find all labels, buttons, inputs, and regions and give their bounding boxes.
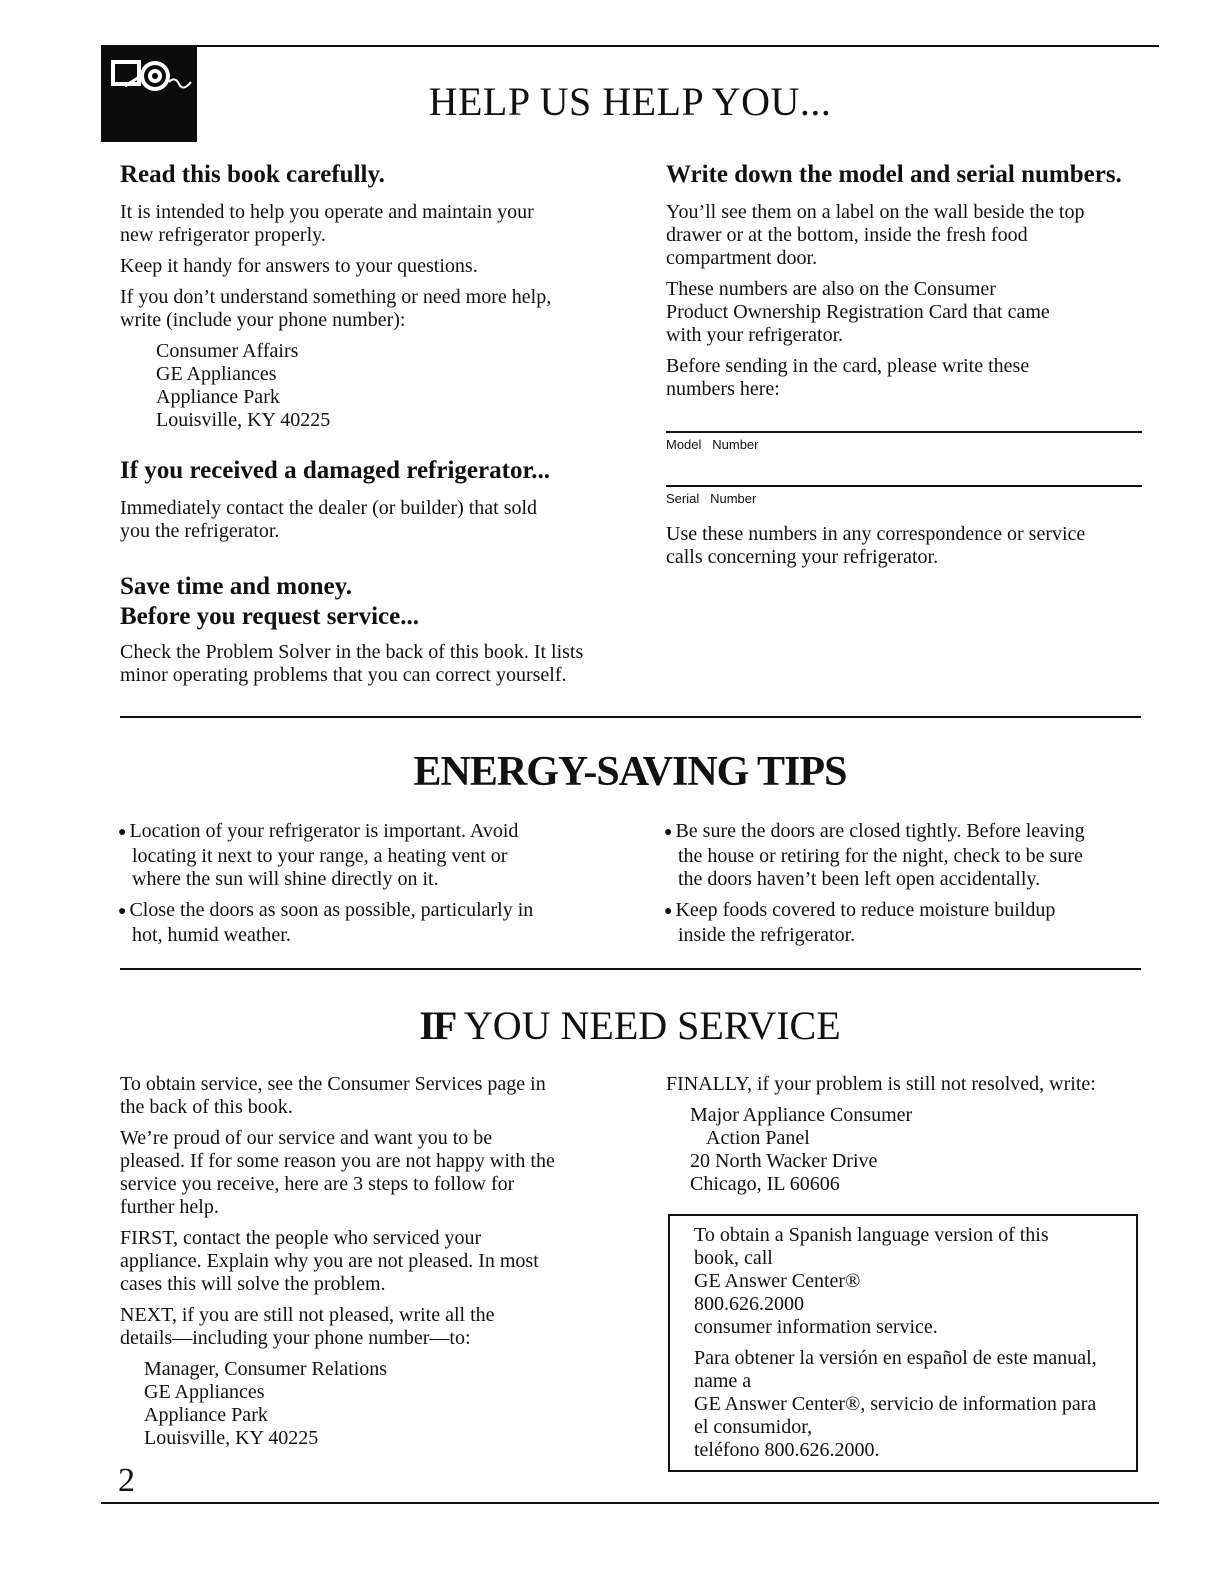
model-serial-p3: Before sending in the card, please write these xyxy=(666,355,1030,377)
energy-tip: ● Be sure the doors are closed tightly. Before leaving the house or retiring for the night, check to be sure the doors haven’t been left open accidentally. xyxy=(664,820,1085,890)
service-text: cases this will solve the problem. xyxy=(120,1273,386,1295)
energy-tips-right xyxy=(664,820,1154,955)
spanish-box-line: el consumidor, xyxy=(694,1416,813,1438)
top-rule xyxy=(101,45,1159,47)
model-serial-heading: Write down the model and serial numbers. xyxy=(666,161,1122,188)
address-line: GE Appliances xyxy=(156,363,277,385)
model-serial-section xyxy=(666,160,1156,401)
save-time-line2: minor operating problems that you can correct yourself. xyxy=(120,664,567,686)
energy-tip: ● Close the doors as soon as possible, particularly in hot, humid weather. xyxy=(118,899,534,946)
spanish-box-line: GE Answer Center® xyxy=(694,1270,861,1292)
model-serial-p2: with your refrigerator. xyxy=(666,324,844,346)
service-text: NEXT, if you are still not pleased, write all the xyxy=(120,1304,495,1326)
service-title-bold: IF xyxy=(419,1003,456,1048)
service-text: FINALLY, if your problem is still not resolved, write: xyxy=(666,1073,1096,1095)
page-title: HELP US HELP YOU... xyxy=(428,79,832,124)
read-book-heading: Read this book carefully. xyxy=(120,161,385,188)
read-book-p1-line2: new refrigerator properly. xyxy=(120,224,326,246)
save-time-heading-line1: Save time and money. xyxy=(120,573,352,600)
spanish-box-line: teléfono 800.626.2000. xyxy=(694,1439,880,1461)
address-line: Louisville, KY 40225 xyxy=(156,409,331,431)
damaged-line2: you the refrigerator. xyxy=(120,520,280,542)
service-title-rest: YOU NEED SERVICE xyxy=(455,1003,841,1048)
section-rule xyxy=(120,968,1141,970)
address-line: Major Appliance Consumer xyxy=(690,1104,913,1126)
energy-tip: ● Location of your refrigerator is important. Avoid locating it next to your range, a heating vent or where the sun will shine directly on it. xyxy=(118,820,519,890)
address-line: Louisville, KY 40225 xyxy=(144,1427,319,1449)
model-serial-p1: compartment door. xyxy=(666,247,818,269)
spanish-box-line: consumer information service. xyxy=(694,1316,938,1338)
section-rule xyxy=(120,716,1141,718)
damaged-section xyxy=(120,456,620,543)
spanish-box-line: name a xyxy=(694,1370,752,1392)
model-serial-usage xyxy=(666,523,1156,569)
energy-tips-title: ENERGY-SAVING TIPS xyxy=(413,749,847,795)
appliance-logo-icon xyxy=(101,46,197,142)
serial-number-field[interactable] xyxy=(666,485,1142,487)
address-line: Consumer Affairs xyxy=(156,340,299,362)
service-right xyxy=(666,1073,1156,1196)
address-line: 20 North Wacker Drive xyxy=(690,1150,878,1172)
model-number-label: Model Number xyxy=(666,437,759,452)
spanish-box-line: book, call xyxy=(694,1247,773,1269)
serial-number-label: Serial Number xyxy=(666,491,757,506)
bullet-icon: ● xyxy=(664,904,673,919)
save-time-line1: Check the Problem Solver in the back of this book. It lists xyxy=(120,641,584,663)
save-time-section xyxy=(120,572,620,687)
spanish-box-line: To obtain a Spanish language version of this xyxy=(694,1224,1049,1246)
spanish-box-line: 800.626.2000 xyxy=(694,1293,804,1315)
read-book-section xyxy=(120,160,600,432)
service-text: service you receive, here are 3 steps to follow for xyxy=(120,1173,515,1195)
damaged-heading: If you received a damaged refrigerator... xyxy=(120,457,550,484)
model-serial-p1: drawer or at the bottom, inside the fresh food xyxy=(666,224,1028,246)
model-serial-p1: You’ll see them on a label on the wall beside the top xyxy=(666,201,1085,223)
service-text: pleased. If for some reason you are not happy with the xyxy=(120,1150,555,1172)
model-serial-p4: calls concerning your refrigerator. xyxy=(666,546,939,568)
read-book-p2: Keep it handy for answers to your questions. xyxy=(120,255,478,277)
service-text: appliance. Explain why you are not pleased. In most xyxy=(120,1250,539,1272)
page-number: 2 xyxy=(118,1462,135,1499)
address-line: Appliance Park xyxy=(144,1404,268,1426)
service-text: details—including your phone number—to: xyxy=(120,1327,471,1349)
model-serial-p2: These numbers are also on the Consumer xyxy=(666,278,996,300)
service-left xyxy=(120,1073,620,1450)
service-text: further help. xyxy=(120,1196,219,1218)
model-number-field[interactable] xyxy=(666,431,1142,433)
bottom-rule xyxy=(101,1502,1159,1504)
model-serial-p4: Use these numbers in any correspondence or service xyxy=(666,523,1086,545)
address-line: Manager, Consumer Relations xyxy=(144,1358,388,1380)
address-line: Chicago, IL 60606 xyxy=(690,1173,840,1195)
save-time-heading-line2: Before you request service... xyxy=(120,603,419,630)
service-text: FIRST, contact the people who serviced your xyxy=(120,1227,482,1249)
address-line: Appliance Park xyxy=(156,386,280,408)
spanish-box-line: Para obtener la versión en español de este manual, xyxy=(694,1347,1097,1369)
bullet-icon: ● xyxy=(664,825,673,840)
damaged-line1: Immediately contact the dealer (or builder) that sold xyxy=(120,497,538,519)
service-text: To obtain service, see the Consumer Services page in xyxy=(120,1073,546,1095)
service-text: the back of this book. xyxy=(120,1096,293,1118)
address-line: Action Panel xyxy=(706,1127,810,1149)
read-book-p3-line1: If you don’t understand something or need more help, xyxy=(120,286,552,308)
model-serial-p2: Product Ownership Registration Card that came xyxy=(666,301,1050,323)
address-line: GE Appliances xyxy=(144,1381,265,1403)
read-book-p1-line1: It is intended to help you operate and maintain your xyxy=(120,201,534,223)
energy-tip: ● Keep foods covered to reduce moisture buildup inside the refrigerator. xyxy=(664,899,1056,946)
model-serial-p3: numbers here: xyxy=(666,378,780,400)
energy-tips-left xyxy=(118,820,618,955)
spanish-info-box xyxy=(668,1214,1138,1472)
service-title xyxy=(120,1002,1140,1049)
service-text: We’re proud of our service and want you to be xyxy=(120,1127,493,1149)
read-book-p3-line2: write (include your phone number): xyxy=(120,309,406,331)
bullet-icon: ● xyxy=(118,904,127,919)
spanish-box-line: GE Answer Center®, servicio de information para xyxy=(694,1393,1097,1415)
bullet-icon: ● xyxy=(118,825,127,840)
